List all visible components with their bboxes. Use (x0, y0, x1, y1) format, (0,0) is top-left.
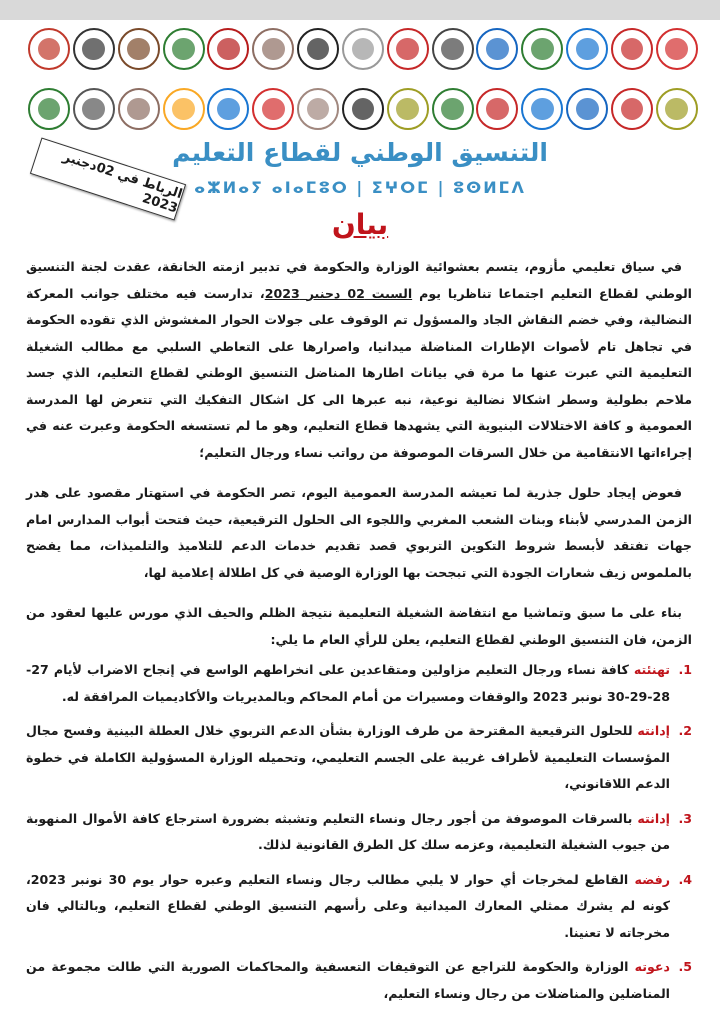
union-logo (297, 88, 339, 130)
list-item (26, 657, 692, 710)
union-logo (432, 88, 474, 130)
union-logo (28, 28, 70, 70)
union-logo (163, 28, 205, 70)
statement-body (26, 254, 692, 1015)
item-number: 5. (678, 959, 692, 974)
list-item (26, 954, 692, 1007)
meeting-date: السبت 02 دجنبر 2023 (264, 285, 413, 301)
logo-emblem (396, 98, 419, 121)
union-logo (73, 28, 115, 70)
union-logo (432, 28, 474, 70)
logo-emblem (352, 98, 375, 121)
union-logo (387, 88, 429, 130)
document-heading: بيان (331, 208, 389, 241)
paragraph-3: بناء على ما سبق وتماشيا مع انتفاضة الشغيلة التعليمية نتيجة الظلم والحيف الذي مورس عليها لعقود من الزمن، فان التنسيق الوطني لقطاع التعليم، يعلن للرأي العام ما يلي: (26, 605, 692, 647)
union-logo (476, 28, 518, 70)
organization-title-tifinagh: ⴰⵣⵍⴰⵢ ⴰⵏⴰⵎⵓⵔ | ⵉⵖⵔⵎ | ⵓⵙⵍⵎⴷ (194, 178, 526, 197)
item-keyword: رفضه (634, 871, 670, 887)
union-logo (207, 88, 249, 130)
union-logo (252, 88, 294, 130)
logo-emblem (441, 98, 464, 121)
logo-emblem (621, 38, 644, 61)
item-keyword: دعوته (634, 959, 670, 974)
union-logo (342, 88, 384, 130)
list-item (26, 867, 692, 947)
union-logo (342, 28, 384, 70)
logo-emblem (217, 38, 240, 61)
item-keyword: تهنئته (633, 662, 670, 677)
logo-emblem (531, 38, 554, 61)
logo-emblem (307, 98, 330, 121)
paragraph-1-text-b: ، تدارست فيه مختلف جوانب المعركة النضالية، وفي خضم النقاش الجاد والمسؤول تم الوقوف على جولات الحوار المغشوش الذي تقوده الحكومة في تجاهل تام لأصوات الإطارات المناضلة ميدانيا، واصرارها على التعاطي السلبي مع مطالب الشغيلة التعليمية التي عبرت عنها ما مرة في بيانات اطارها المناضل التنسيق الوطني لقطاع التعليم، الذي جسد ملاحم بطولية وسطر اشكالا نضالية نوعية، نبه عبرها الى كل اشكال التفكيك التي تتعرض لها المدرسة العمومية و كافة الاختلالات البنيوية التي يشهدها قطاع التعليم، وهو ما لم تستسغه الحكومة وعبرت عنه في إجراءاتها الانتقامية من خلال السرقات الموصوفة من رواتب نساء ورجال التعليم؛ (26, 285, 692, 460)
logo-emblem (127, 38, 150, 61)
logo-emblem (352, 38, 375, 61)
item-keyword: إدانته (637, 810, 670, 826)
top-strip (0, 0, 720, 20)
logo-emblem (38, 38, 61, 61)
union-logo (207, 28, 249, 70)
paragraph-1-text-a: في سياق تعليمي مأزوم، يتسم بعشوائية الوزارة والحكومة في تدبير ازمته الخانقة، عقدت لجنة التنسيق الوطني لقطاع التعليم اجتماعا تناظريا يوم (26, 259, 692, 301)
item-number: 1. (678, 662, 692, 677)
logo-emblem (172, 38, 195, 61)
logo-emblem (665, 38, 688, 61)
item-text: كافة نساء ورجال التعليم مزاولين ومتقاعدين على انخراطهم الواسع في إنجاح الاضراب لأيام 27-28-29-30 نونبر 2023 والوقفات ومسيرات من أمام المحاكم وبالمديريات والأكاديميات المرافقة له. (26, 662, 670, 704)
logo-emblem (621, 98, 644, 121)
list-item (26, 806, 692, 859)
item-keyword: إدانته (637, 723, 670, 738)
item-number: 3. (678, 810, 692, 826)
union-logo (297, 28, 339, 70)
union-logo (656, 28, 698, 70)
item-number: 2. (678, 723, 692, 738)
logo-emblem (38, 98, 61, 121)
logo-emblem (172, 98, 195, 121)
logo-emblem (441, 38, 464, 61)
union-logo (118, 28, 160, 70)
union-logo (656, 88, 698, 130)
logo-emblem (576, 98, 599, 121)
paragraph-2: فعوض إيجاد حلول جذرية لما تعيشه المدرسة العمومية اليوم، تصر الحكومة في استهتار مقصود على هدر الزمن المدرسي لأبناء وبنات الشعب المغربي واللجوء الى الحلول الترقيعية، حيث فتحت أبواب المدارس امام جهات تفتقد لأبسط شروط التكوين التربوي قصد تقديم خدمات الدعم للتلاميذ والتلميذات، مما يفضح بالملموس زيف شعارات الجودة التي تبجحت بها الوزارة الوصية في كل اطلالة إعلامية لها، (26, 485, 692, 580)
union-logo (611, 28, 653, 70)
union-logo (118, 88, 160, 130)
date-stamp: الرباط في 02دجنبر 2023 (30, 137, 186, 220)
union-logo (387, 28, 429, 70)
item-text: بالسرقات الموصوفة من أجور رجال ونساء التعليم وتشبثه بضرورة استرجاع كافة الأموال المنهوبة من جيوب الشغيلة التعليمية، وعزمه سلك كل الطرق القانونية لذلك. (26, 810, 670, 852)
union-logo (163, 88, 205, 130)
union-logo (521, 88, 563, 130)
logo-emblem (262, 98, 285, 121)
paragraph-1 (26, 254, 692, 466)
item-text: القاطع لمخرجات أي حوار لا يلبي مطالب رجال ونساء التعليم وعبره حوار يوم 30 نونبر 2023، كونه لم يشرك ممثلي المعارك الميدانية وعلى رأسهم التنسيق الوطني لقطاع التعليم، وبالتالي فان مخرجاته لا تعنينا. (26, 871, 670, 940)
organization-title: التنسيق الوطني لقطاع التعليم (172, 138, 548, 167)
logo-row-1 (28, 28, 698, 70)
logo-emblem (396, 38, 419, 61)
logo-emblem (531, 98, 554, 121)
logo-emblem (486, 38, 509, 61)
logo-emblem (576, 38, 599, 61)
union-logo (611, 88, 653, 130)
logo-emblem (665, 98, 688, 121)
logo-emblem (82, 38, 105, 61)
list-item (26, 718, 692, 798)
union-logo (252, 28, 294, 70)
logo-emblem (217, 98, 240, 121)
union-logo (476, 88, 518, 130)
union-logo (73, 88, 115, 130)
logo-emblem (82, 98, 105, 121)
item-text: الوزارة والحكومة للتراجع عن التوقيفات التعسفية والمحاكمات الصورية التي طالت مجموعة من المناضلين والمناضلات من رجال ونساء التعليم، (26, 959, 670, 1001)
item-number: 4. (678, 871, 692, 887)
union-logo (521, 28, 563, 70)
logo-row-2 (28, 88, 698, 130)
union-logo (28, 88, 70, 130)
logo-emblem (307, 38, 330, 61)
logo-emblem (127, 98, 150, 121)
union-logo (566, 28, 608, 70)
item-text: للحلول الترقيعية المقترحة من طرف الوزارة بشأن الدعم التربوي خلال العطلة البينية وفسح مجال المؤسسات التعليمية لأطراف غريبة على الجسم التعليمي، وتحميله الوزارة المسؤولية الكاملة في خطوة الدعم اللاقانوني، (26, 723, 670, 791)
logo-emblem (262, 38, 285, 61)
union-logo (566, 88, 608, 130)
logo-emblem (486, 98, 509, 121)
demands-list (26, 657, 692, 1007)
